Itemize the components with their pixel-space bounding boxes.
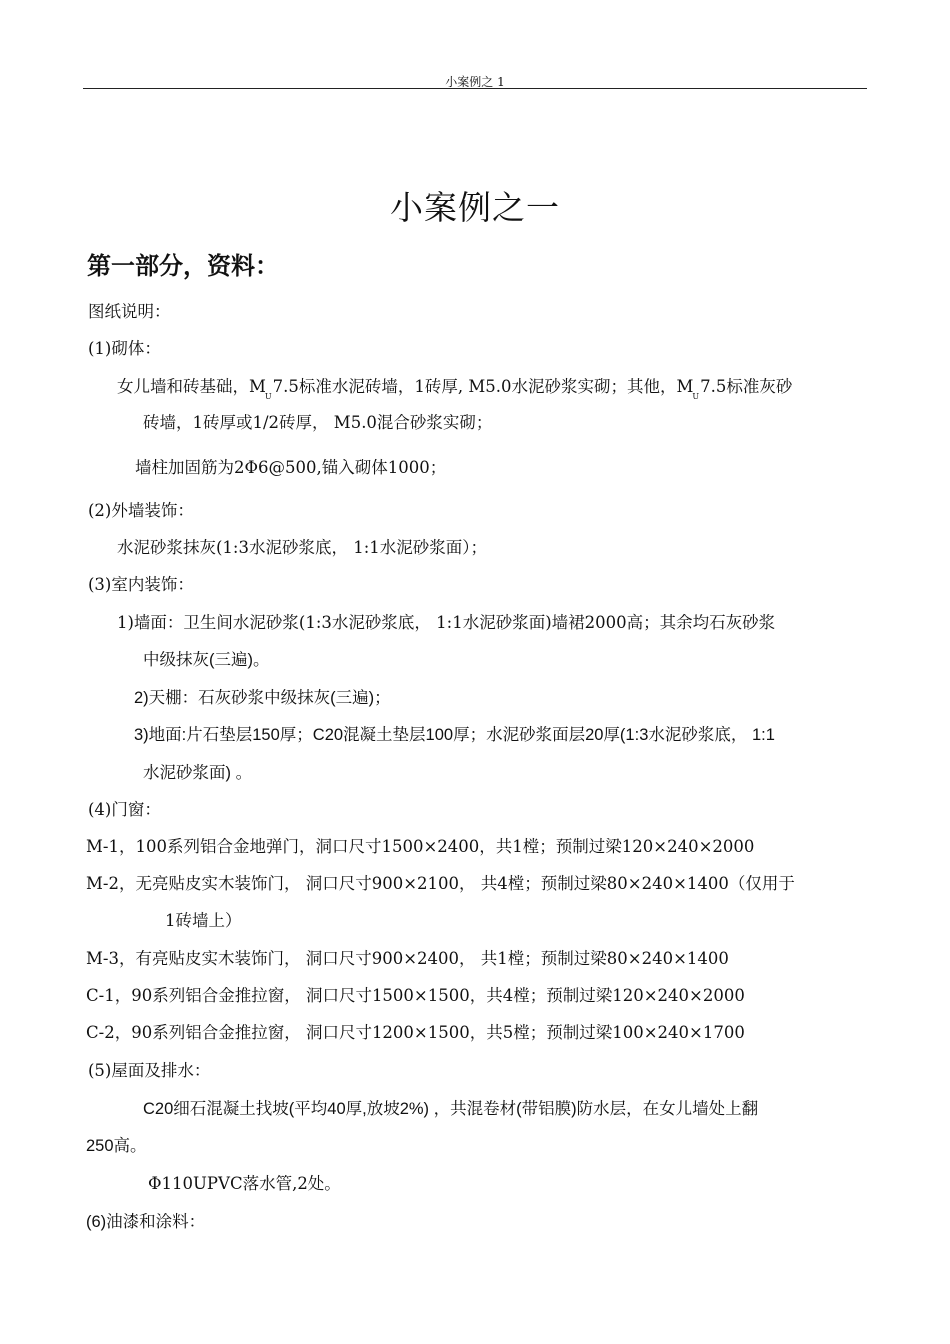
interior-finish-line-4: 3)地面:片石垫层150厚；C20混凝土垫层100厚；水泥砂浆面层20厚(1:3水泥砂浆底， 1:1 [134,726,775,744]
masonry-line-1: 女儿墙和砖基础，$M_U7.5$标准水泥砖墙，1砖厚, M5.0水泥砂浆实砌；其他，$M_U7.5$标准灰砂 [117,377,793,401]
masonry-heading: (1)砌体： [88,339,161,358]
masonry-line-3: 墙柱加固筋为2Φ6@500,锚入砌体1000； [135,458,447,477]
door-m3-row: M-3，有亮贴皮实木装饰门， 洞口尺寸900×2400， 共1樘；预制过梁80×240×1400 [86,949,729,968]
interior-finish-line-2: 中级抹灰(三遍)。 [143,651,270,669]
interior-finish-heading: (3)室内装饰： [88,575,194,594]
interior-finish-line-5: 水泥砂浆面) 。 [143,764,253,782]
door-m2-row-cont: 1砖墙上） [165,911,242,930]
exterior-finish-heading: (2)外墙装饰： [88,501,194,520]
door-m2-row: M-2，无亮贴皮实木装饰门， 洞口尺寸900×2100， 共4樘；预制过梁80×240×1400（仅用于 [86,874,795,893]
roofing-heading: (5)屋面及排水： [88,1061,211,1080]
drawing-notes-label: 图纸说明： [88,302,171,321]
page-header: 小案例之 1 [445,75,505,89]
roofing-line-1: C20细石混凝土找坡(平均40厚,放坡2%) ，共混卷材(带铝膜)防水层，在女儿墙处上翻 [143,1100,759,1118]
paint-coating-heading: (6)油漆和涂料： [86,1213,206,1231]
document-title: 小案例之一 [390,188,560,227]
doors-windows-heading: (4)门窗： [88,800,161,819]
window-c2-row: C-2，90系列铝合金推拉窗， 洞口尺寸1200×1500，共5樘；预制过梁100×240×1700 [86,1023,745,1042]
header-divider [83,88,867,89]
exterior-finish-line-1: 水泥砂浆抹灰(1:3水泥砂浆底， 1:1水泥砂浆面）； [117,538,488,557]
interior-finish-line-3: 2)天棚：石灰砂浆中级抹灰(三遍)； [134,689,391,707]
roofing-line-3: Φ110UPVC落水管,2处。 [148,1174,341,1193]
section-heading: 第一部分，资料： [87,253,279,280]
masonry-line-2: 砖墙，1砖厚或1/2砖厚， M5.0混合砂浆实砌； [143,413,493,432]
interior-finish-line-1: 1)墙面：卫生间水泥砂浆(1:3水泥砂浆底， 1:1水泥砂浆面)墙裙2000高；其余均石灰砂浆 [117,613,776,632]
window-c1-row: C-1，90系列铝合金推拉窗， 洞口尺寸1500×1500，共4樘；预制过梁120×240×2000 [86,986,745,1005]
roofing-line-2: 250高。 [86,1137,147,1155]
door-m1-row: M-1，100系列铝合金地弹门，洞口尺寸1500×2400，共1樘；预制过梁120×240×2000 [86,837,755,856]
